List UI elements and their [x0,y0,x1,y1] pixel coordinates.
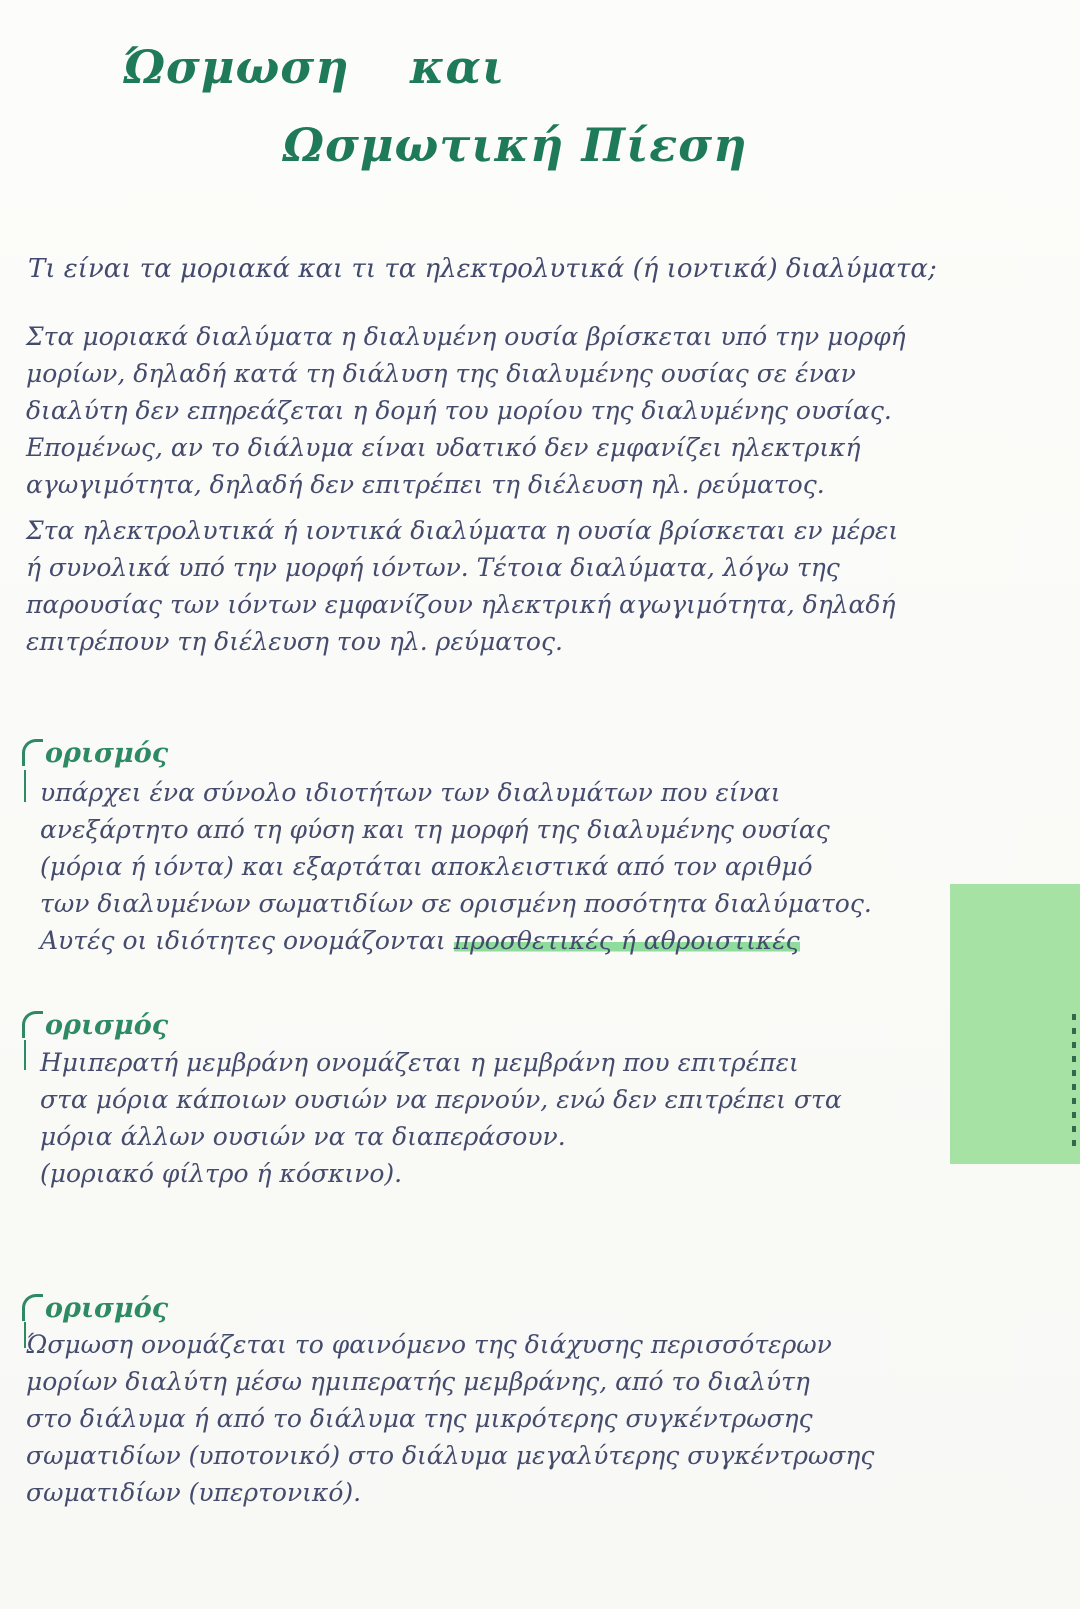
text-line: μόρια άλλων ουσιών να τα διαπεράσουν. [40,1122,566,1151]
text-line: παρουσίας των ιόντων εμφανίζουν ηλεκτρική αγωγιμότητα, δηλαδή [26,590,896,619]
definition-hook-icon [22,1294,43,1321]
text-line: σωματιδίων (υπερτονικό). [26,1478,362,1507]
text-line: των διαλυμένων σωματιδίων σε ορισμένη ποσότητα διαλύματος. [40,889,872,918]
text-line: αγωγιμότητα, δηλαδή δεν επιτρέπει τη διέλευση ηλ. ρεύματος. [26,470,825,499]
text-line: διαλύτη δεν επηρεάζεται η δομή του μορίου της διαλυμένης ουσίας. [26,396,892,425]
text-line: σωματιδίων (υποτονικό) στο διάλυμα μεγαλύτερης συγκέντρωσης [26,1441,875,1470]
text-line: στο διάλυμα ή από το διάλυμα της μικρότερης συγκέντρωσης [26,1404,813,1433]
title-word-osmosis: Ώσμωση [123,40,350,94]
definition-semipermeable-membrane [40,1044,1000,1192]
text-line: Ώσμωση ονομάζεται το φαινόμενο της διάχυσης περισσότερων [26,1330,832,1359]
title-word-and: και [410,40,506,94]
title-osmotic-pressure: Ωσμωτική Πίεση [283,118,748,172]
text-line: Επομένως, αν το διάλυμα είναι υδατικό δεν εμφανίζει ηλεκτρική [26,433,861,462]
text-line: Αυτές οι ιδιότητες ονομάζονται προσθετικές ή αθροιστικές [40,926,800,955]
question-heading: Τι είναι τα μοριακά και τι τα ηλεκτρολυτικά (ή ιοντικά) διαλύματα; [28,254,937,284]
definition-label: ορισμός [22,1293,168,1324]
text-line: (μοριακό φίλτρο ή κόσκινο). [40,1159,403,1188]
definition-label: ορισμός [22,738,168,769]
text-line: υπάρχει ένα σύνολο ιδιοτήτων των διαλυμάτων που είναι [40,778,781,807]
text-line: (μόρια ή ιόντα) και εξαρτάται αποκλειστικά από τον αριθμό [40,852,813,881]
definition-hook-icon [22,1011,43,1038]
text-line: μορίων, δηλαδή κατά τη διάλυση της διαλυμένης ουσίας σε έναν [26,359,856,388]
highlighted-term: προσθετικές ή αθροιστικές [453,926,800,955]
green-sticky-tab [950,884,1080,1164]
text-line: ή συνολικά υπό την μορφή ιόντων. Τέτοια διαλύματα, λόγω της [26,553,840,582]
text-line: στα μόρια κάποιων ουσιών να περνούν, ενώ δεν επιτρέπει στα [40,1085,842,1114]
paragraph-molecular-solutions [26,318,1006,503]
definition-bar [24,1040,26,1070]
page-edge-marks [1072,1014,1076,1146]
definition-label: ορισμός [22,1010,168,1041]
definition-hook-icon [22,739,43,766]
text-line: ανεξάρτητο από τη φύση και τη μορφή της διαλυμένης ουσίας [40,815,830,844]
paragraph-ionic-solutions [26,512,1006,660]
text-line: μορίων διαλύτη μέσω ημιπερατής μεμβράνης, από το διαλύτη [26,1367,810,1396]
text-line: επιτρέπουν τη διέλευση του ηλ. ρεύματος. [26,627,563,656]
text-line: Στα μοριακά διαλύματα η διαλυμένη ουσία βρίσκεται υπό την μορφή [26,322,906,351]
definition-osmosis [26,1326,986,1511]
definition-colligative-properties [40,774,1000,959]
text-line: Ημιπερατή μεμβράνη ονομάζεται η μεμβράνη που επιτρέπει [40,1048,799,1077]
definition-bar [24,770,26,802]
text-line: Στα ηλεκτρολυτικά ή ιοντικά διαλύματα η ουσία βρίσκεται εν μέρει [26,516,899,545]
